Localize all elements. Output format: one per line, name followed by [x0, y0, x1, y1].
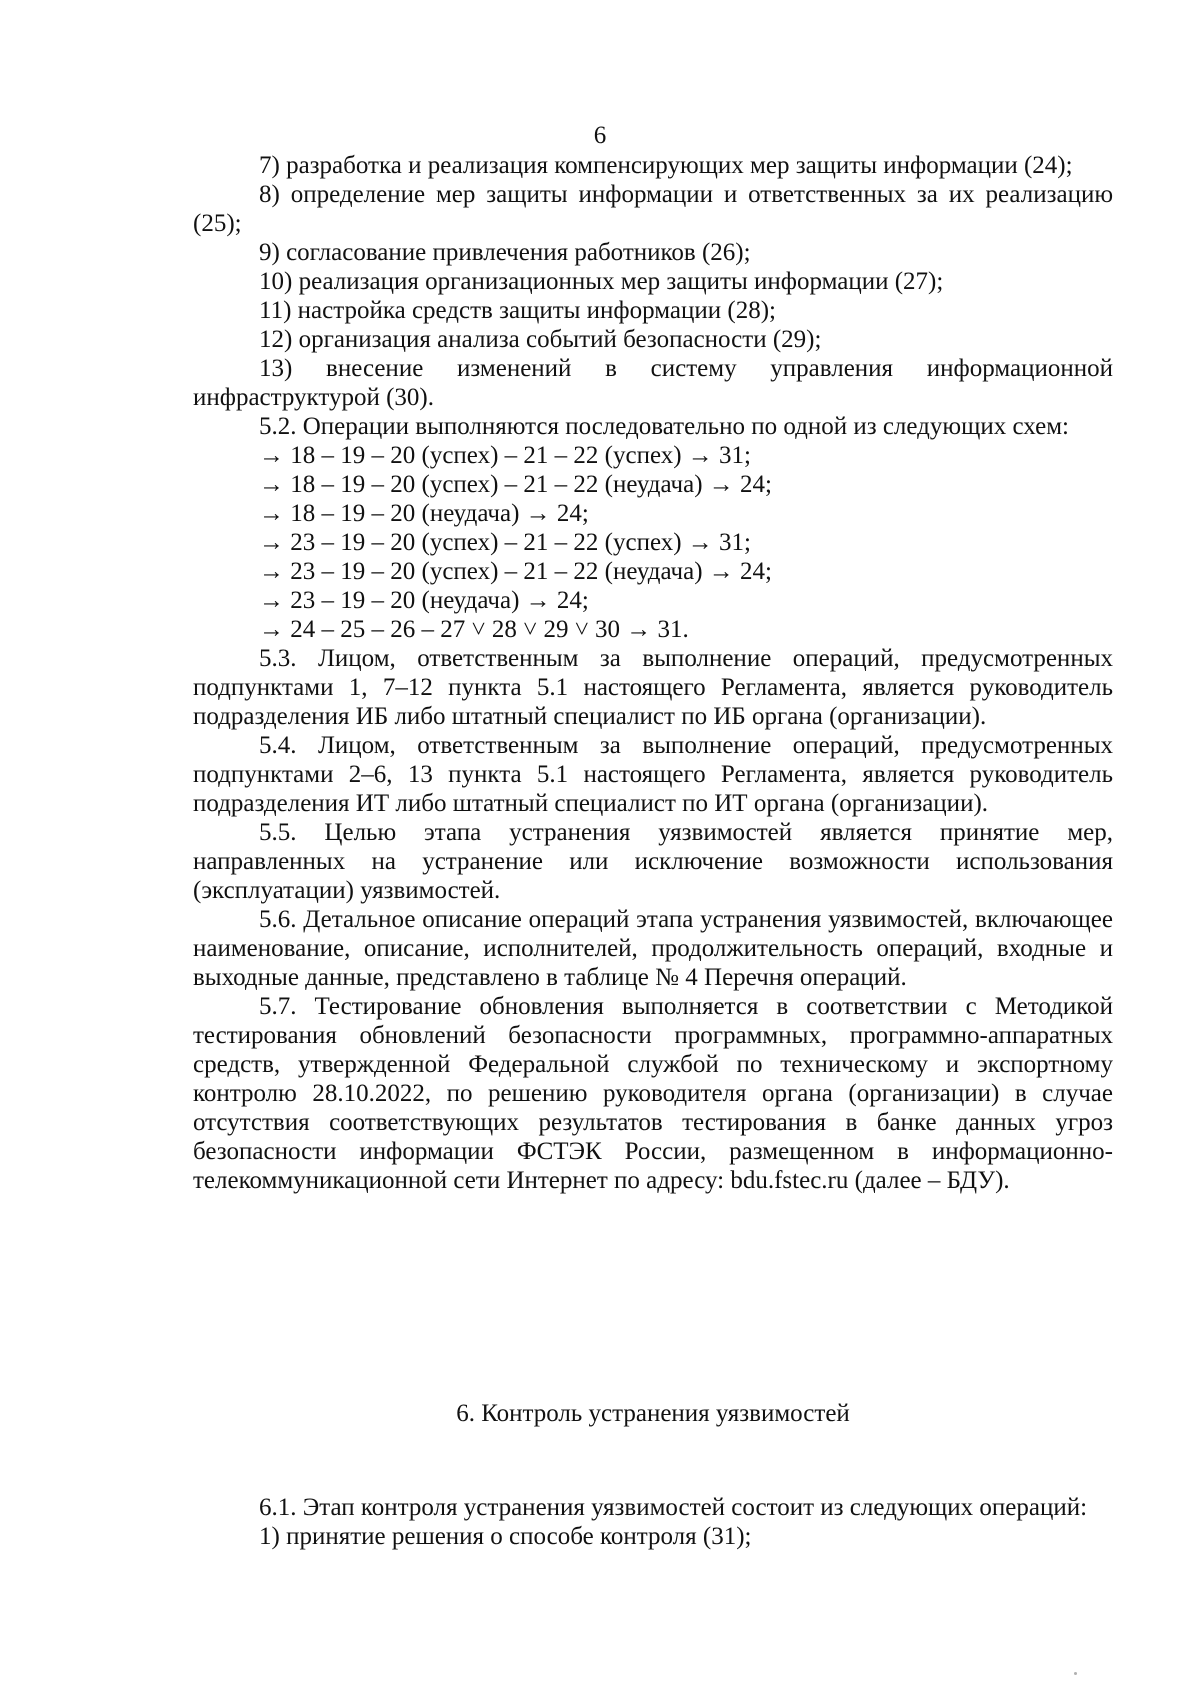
list-item-1: 1) принятие решения о способе контроля (31); — [259, 1523, 752, 1550]
paragraph-5-6: 5.6. Детальное описание операций этапа устранения уязвимостей, включающее наименование, описание, исполнителей, продолжительность операций, входные и выходные данные, представлено в таблице № 4 Перечня операций. — [193, 906, 1113, 991]
scheme-line-1: → 18 – 19 – 20 (успех) – 21 – 22 (успех) → 31; — [259, 442, 751, 469]
body-text-lower — [193, 1493, 1113, 1551]
list-item-8: 8) определение мер защиты информации и ответственных за их реализацию (25); — [193, 181, 1113, 237]
paragraph-5-4: 5.4. Лицом, ответственным за выполнение операций, предусмотренных подпунктами 2–6, 13 пункта 5.1 настоящего Регламента, является руководитель подразделения ИТ либо штатный специалист по ИТ органа (организации). — [193, 732, 1113, 817]
paragraph-6-1: 6.1. Этап контроля устранения уязвимостей состоит из следующих операций: — [259, 1494, 1088, 1521]
scheme-line-6: → 23 – 19 – 20 (неудача) → 24; — [259, 587, 589, 614]
scheme-line-5: → 23 – 19 – 20 (успех) – 21 – 22 (неудача) → 24; — [259, 558, 773, 585]
list-item-11: 11) настройка средств защиты информации (28); — [259, 297, 776, 324]
scheme-line-7: → 24 – 25 – 26 – 27 ˅ 28 ˅ 29 ˅ 30 → 31. — [259, 616, 689, 643]
body-text-upper — [193, 151, 1113, 1195]
list-item-7: 7) разработка и реализация компенсирующих мер защиты информации (24); — [259, 152, 1073, 179]
list-item-9: 9) согласование привлечения работников (26); — [259, 239, 751, 266]
paragraph-5-2: 5.2. Операции выполняются последовательно по одной из следующих схем: — [259, 413, 1069, 440]
paragraph-5-5: 5.5. Целью этапа устранения уязвимостей является принятие мер, направленных на устранение или исключение возможности использования (эксплуатации) уязвимостей. — [193, 819, 1113, 904]
list-item-13: 13) внесение изменений в систему управления информационной инфраструктурой (30). — [193, 355, 1113, 411]
scan-speck — [1074, 1672, 1077, 1675]
list-item-12: 12) организация анализа событий безопасности (29); — [259, 326, 822, 353]
scheme-line-2: → 18 – 19 – 20 (успех) – 21 – 22 (неудача) → 24; — [259, 471, 773, 498]
paragraph-5-7: 5.7. Тестирование обновления выполняется в соответствии с Методикой тестирования обновлений безопасности программных, программно-аппаратных средств, утвержденной Федеральной службой по техническому и экспортному контролю 28.10.2022, по решению руководителя органа (организации) в случае отсутствия соответствующих результатов тестирования в банке данных угроз безопасности информации ФСТЭК России, размещенном в информационно-телекоммуникационной сети Интернет по адресу: bdu.fstec.ru (далее – БДУ). — [193, 993, 1113, 1194]
scheme-line-3: → 18 – 19 – 20 (неудача) → 24; — [259, 500, 589, 527]
section-heading: 6. Контроль устранения уязвимостей — [456, 1400, 850, 1427]
scheme-line-4: → 23 – 19 – 20 (успех) – 21 – 22 (успех) → 31; — [259, 529, 751, 556]
page-number: 6 — [593, 122, 607, 149]
paragraph-5-3: 5.3. Лицом, ответственным за выполнение операций, предусмотренных подпунктами 1, 7–12 пункта 5.1 настоящего Регламента, является руководитель подразделения ИБ либо штатный специалист по ИБ органа (организации). — [193, 645, 1113, 730]
list-item-10: 10) реализация организационных мер защиты информации (27); — [259, 268, 944, 295]
